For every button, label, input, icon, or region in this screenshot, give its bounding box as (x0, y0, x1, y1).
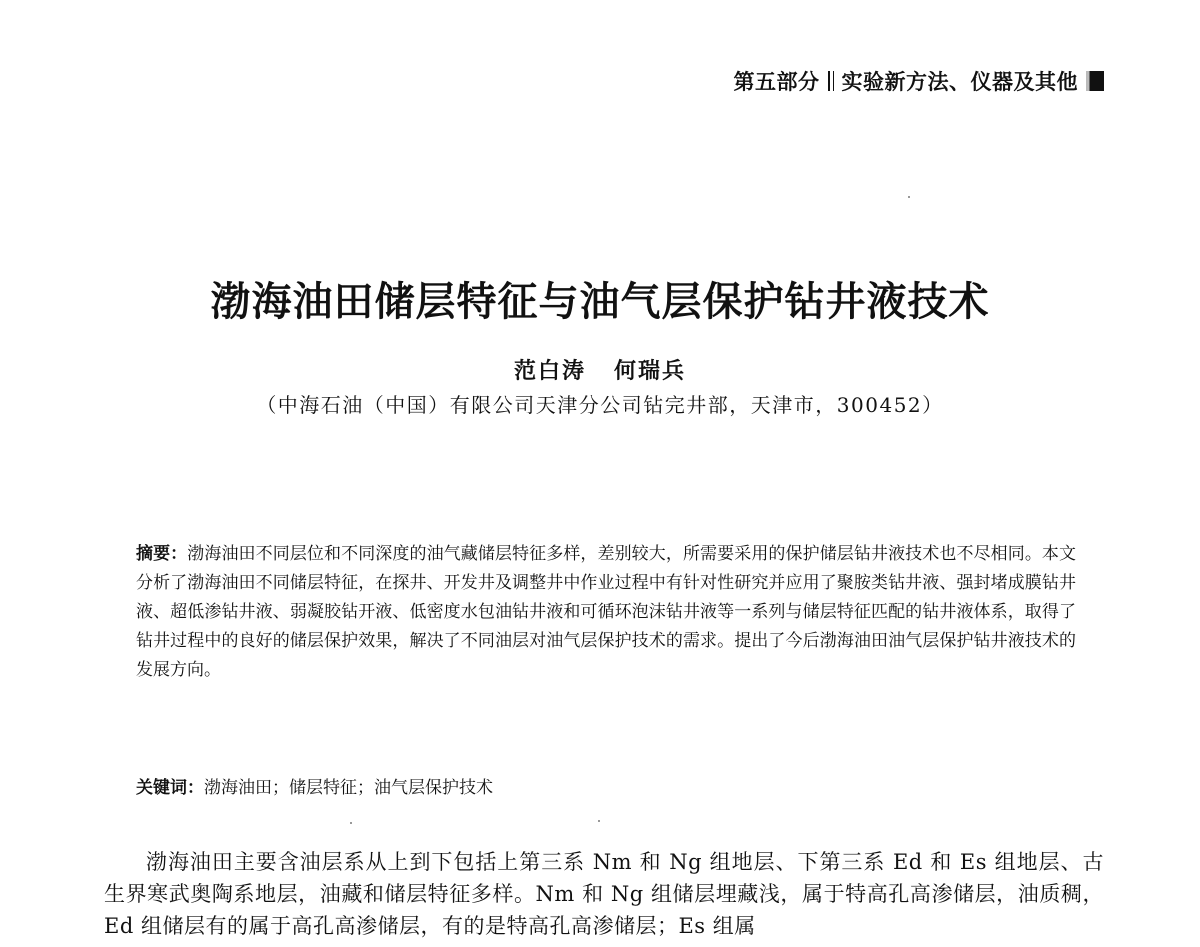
paper-title: 渤海油田储层特征与油气层保护钻井液技术 (210, 278, 990, 325)
section-mark-icon (1086, 71, 1104, 91)
section-category: 实验新方法、仪器及其他 (841, 69, 1078, 94)
author-list (0, 354, 1200, 385)
author-name: 何瑞兵 (614, 358, 687, 384)
keywords-label: 关键词： (136, 778, 204, 798)
scan-speck (598, 820, 600, 822)
author-name: 范白涛 (513, 358, 586, 384)
scan-speck (350, 822, 352, 824)
affiliation: （中海石油（中国）有限公司天津分公司钻完井部，天津市，300452） (256, 393, 944, 417)
abstract-text: 渤海油田不同层位和不同深度的油气藏储层特征多样，差别较大，所需要采用的保护储层钻井液技术也不尽相同。本文分析了渤海油田不同储层特征，在探井、开发井及调整井中作业过程中有针对性研究并应用了聚胺类钻井液、强封堵成膜钻井液、超低渗钻井液、弱凝胶钻开液、低密度水包油钻井液和可循环泡沫钻井液等一系列与储层特征匹配的钻井液体系，取得了钻井过程中的良好的储层保护效果，解决了不同油层对油气层保护技术的需求。提出了今后渤海油田油气层保护钻井液技术的发展方向。 (136, 544, 1077, 680)
header-separator (828, 71, 834, 91)
keywords (136, 774, 1076, 803)
abstract-label: 摘要： (136, 544, 188, 564)
body-paragraph: 渤海油田主要含油层系从上到下包括上第三系 Nm 和 Ng 组地层、下第三系 Ed 和 Es 组地层、古生界寒武奥陶系地层，油藏和储层特征多样。Nm 和 Ng 组储层埋藏浅，属于特高孔高渗储层，油质稠，Ed 组储层有的属于高孔高渗储层，有的是特高孔高渗储层；Es 组属 (104, 850, 1104, 938)
abstract (136, 540, 1076, 685)
section-label: 第五部分 (733, 69, 820, 94)
scan-speck (908, 196, 910, 198)
keywords-text: 渤海油田；储层特征；油气层保护技术 (204, 778, 493, 798)
running-header (734, 66, 1105, 96)
